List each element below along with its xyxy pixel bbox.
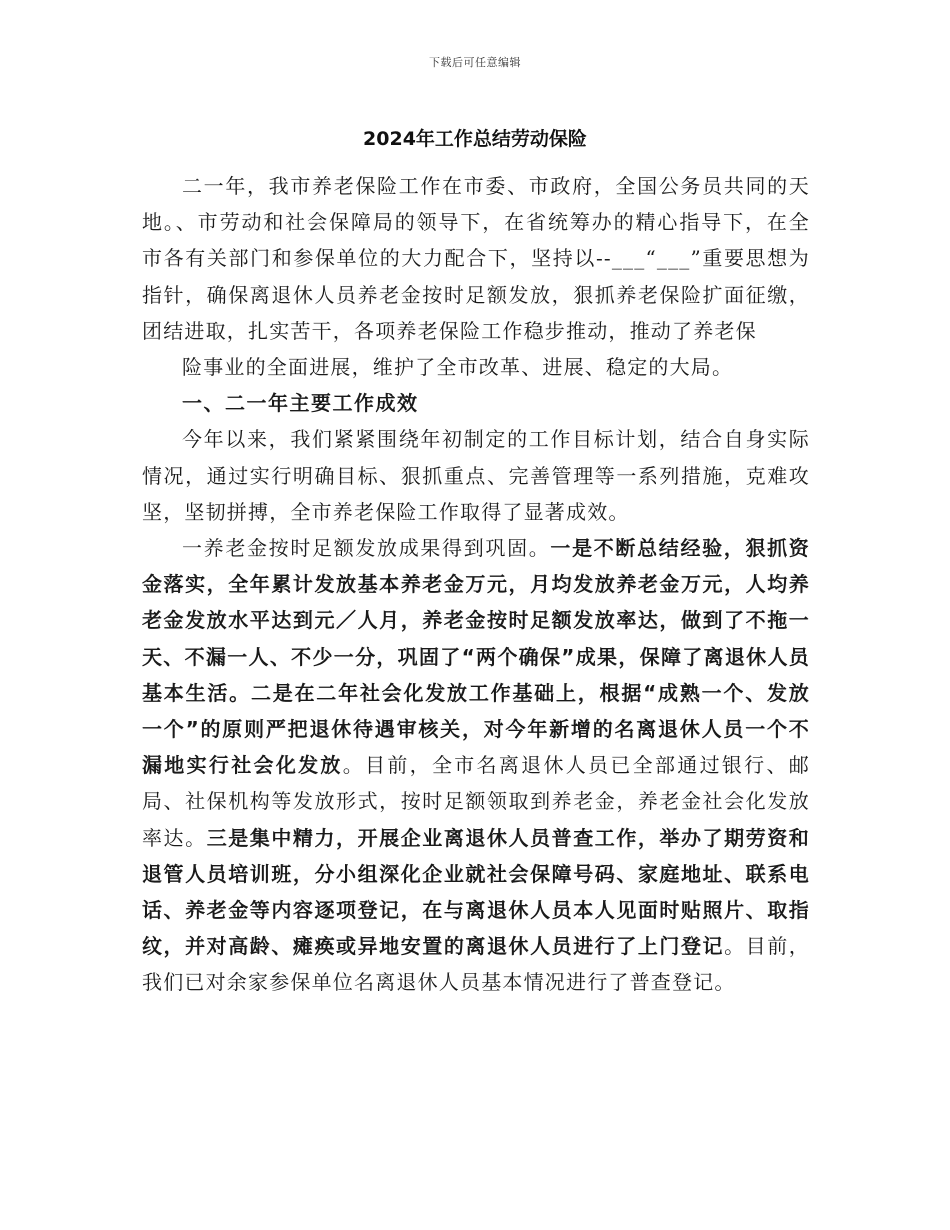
pension-point-3: 三是集中精力，开展企业离退休人员普查工作，举办了期劳资和退管人员培训班，分小组深化企业就社会保障号码、家庭地址、联系电话、养老金等内容逐项登记，在与离退休人员本人见面时贴照片、取指纹，并对高龄、瘫痪或异地安置的离退休人员进行了上门登记 xyxy=(142,825,810,959)
paragraph-overview: 今年以来，我们紧紧围绕年初制定的工作目标计划，结合自身实际情况，通过实行明确目标、狠抓重点、完善管理等一系列措施，克难攻坚，坚韧拼搏，全市养老保险工作取得了显著成效。 xyxy=(142,427,810,524)
document-body xyxy=(142,168,810,1001)
section-heading: 一、二一年主要工作成效 xyxy=(182,391,419,416)
paragraph-intro: 二一年，我市养老保险工作在市委、市政府，全国公务员共同的天地。、市劳动和社会保障局的领导下，在省统筹办的精心指导下，在全市各有关部门和参保单位的大力配合下，坚持以--___“___”重要思想为指针，确保离退休人员养老金按时足额发放，狠抓养老保险扩面征缴，团结进取，扎实苦干，各项养老保险工作稳步推动，推动了养老保 xyxy=(142,174,810,343)
pension-point-1-2: 一是不断总结经验，狠抓资金落实，全年累计发放基本养老金万元，月均发放养老金万元，人均养老金发放水平达到元／人月，养老金按时足额发放率达，做到了不拖一天、不漏一人、不少一分，巩固了“两个确保”成果，保障了离退休人员基本生活。二是在二年社会化发放工作基础上，根据“成熟一个、发放一个”的原则严把退休待遇审核关，对今年新增的名离退休人员一个不漏地实行社会化发放 xyxy=(142,536,811,778)
document-title: 2024年工作总结劳动保险 xyxy=(363,128,587,150)
pension-status-2: 。目前，我们已对余家参保单位名离退休人员基本情况进行了普查登记。 xyxy=(142,934,810,995)
pension-subheading: 一养老金按时足额发放成果得到巩固。 xyxy=(182,536,551,561)
paragraph-intro-continued: 险事业的全面进展，维护了全市改革、进展、稳定的大局。 xyxy=(182,355,734,380)
pension-status-1: 。目前，全市名离退休人员已全部通过银行、邮局、社保机构等发放形式，按时足额领取到养老金，养老金社会化发放率达。 xyxy=(142,753,810,850)
paragraph-pension-payment xyxy=(142,530,810,1001)
header-note: 下载后可任意编辑 xyxy=(429,56,521,69)
